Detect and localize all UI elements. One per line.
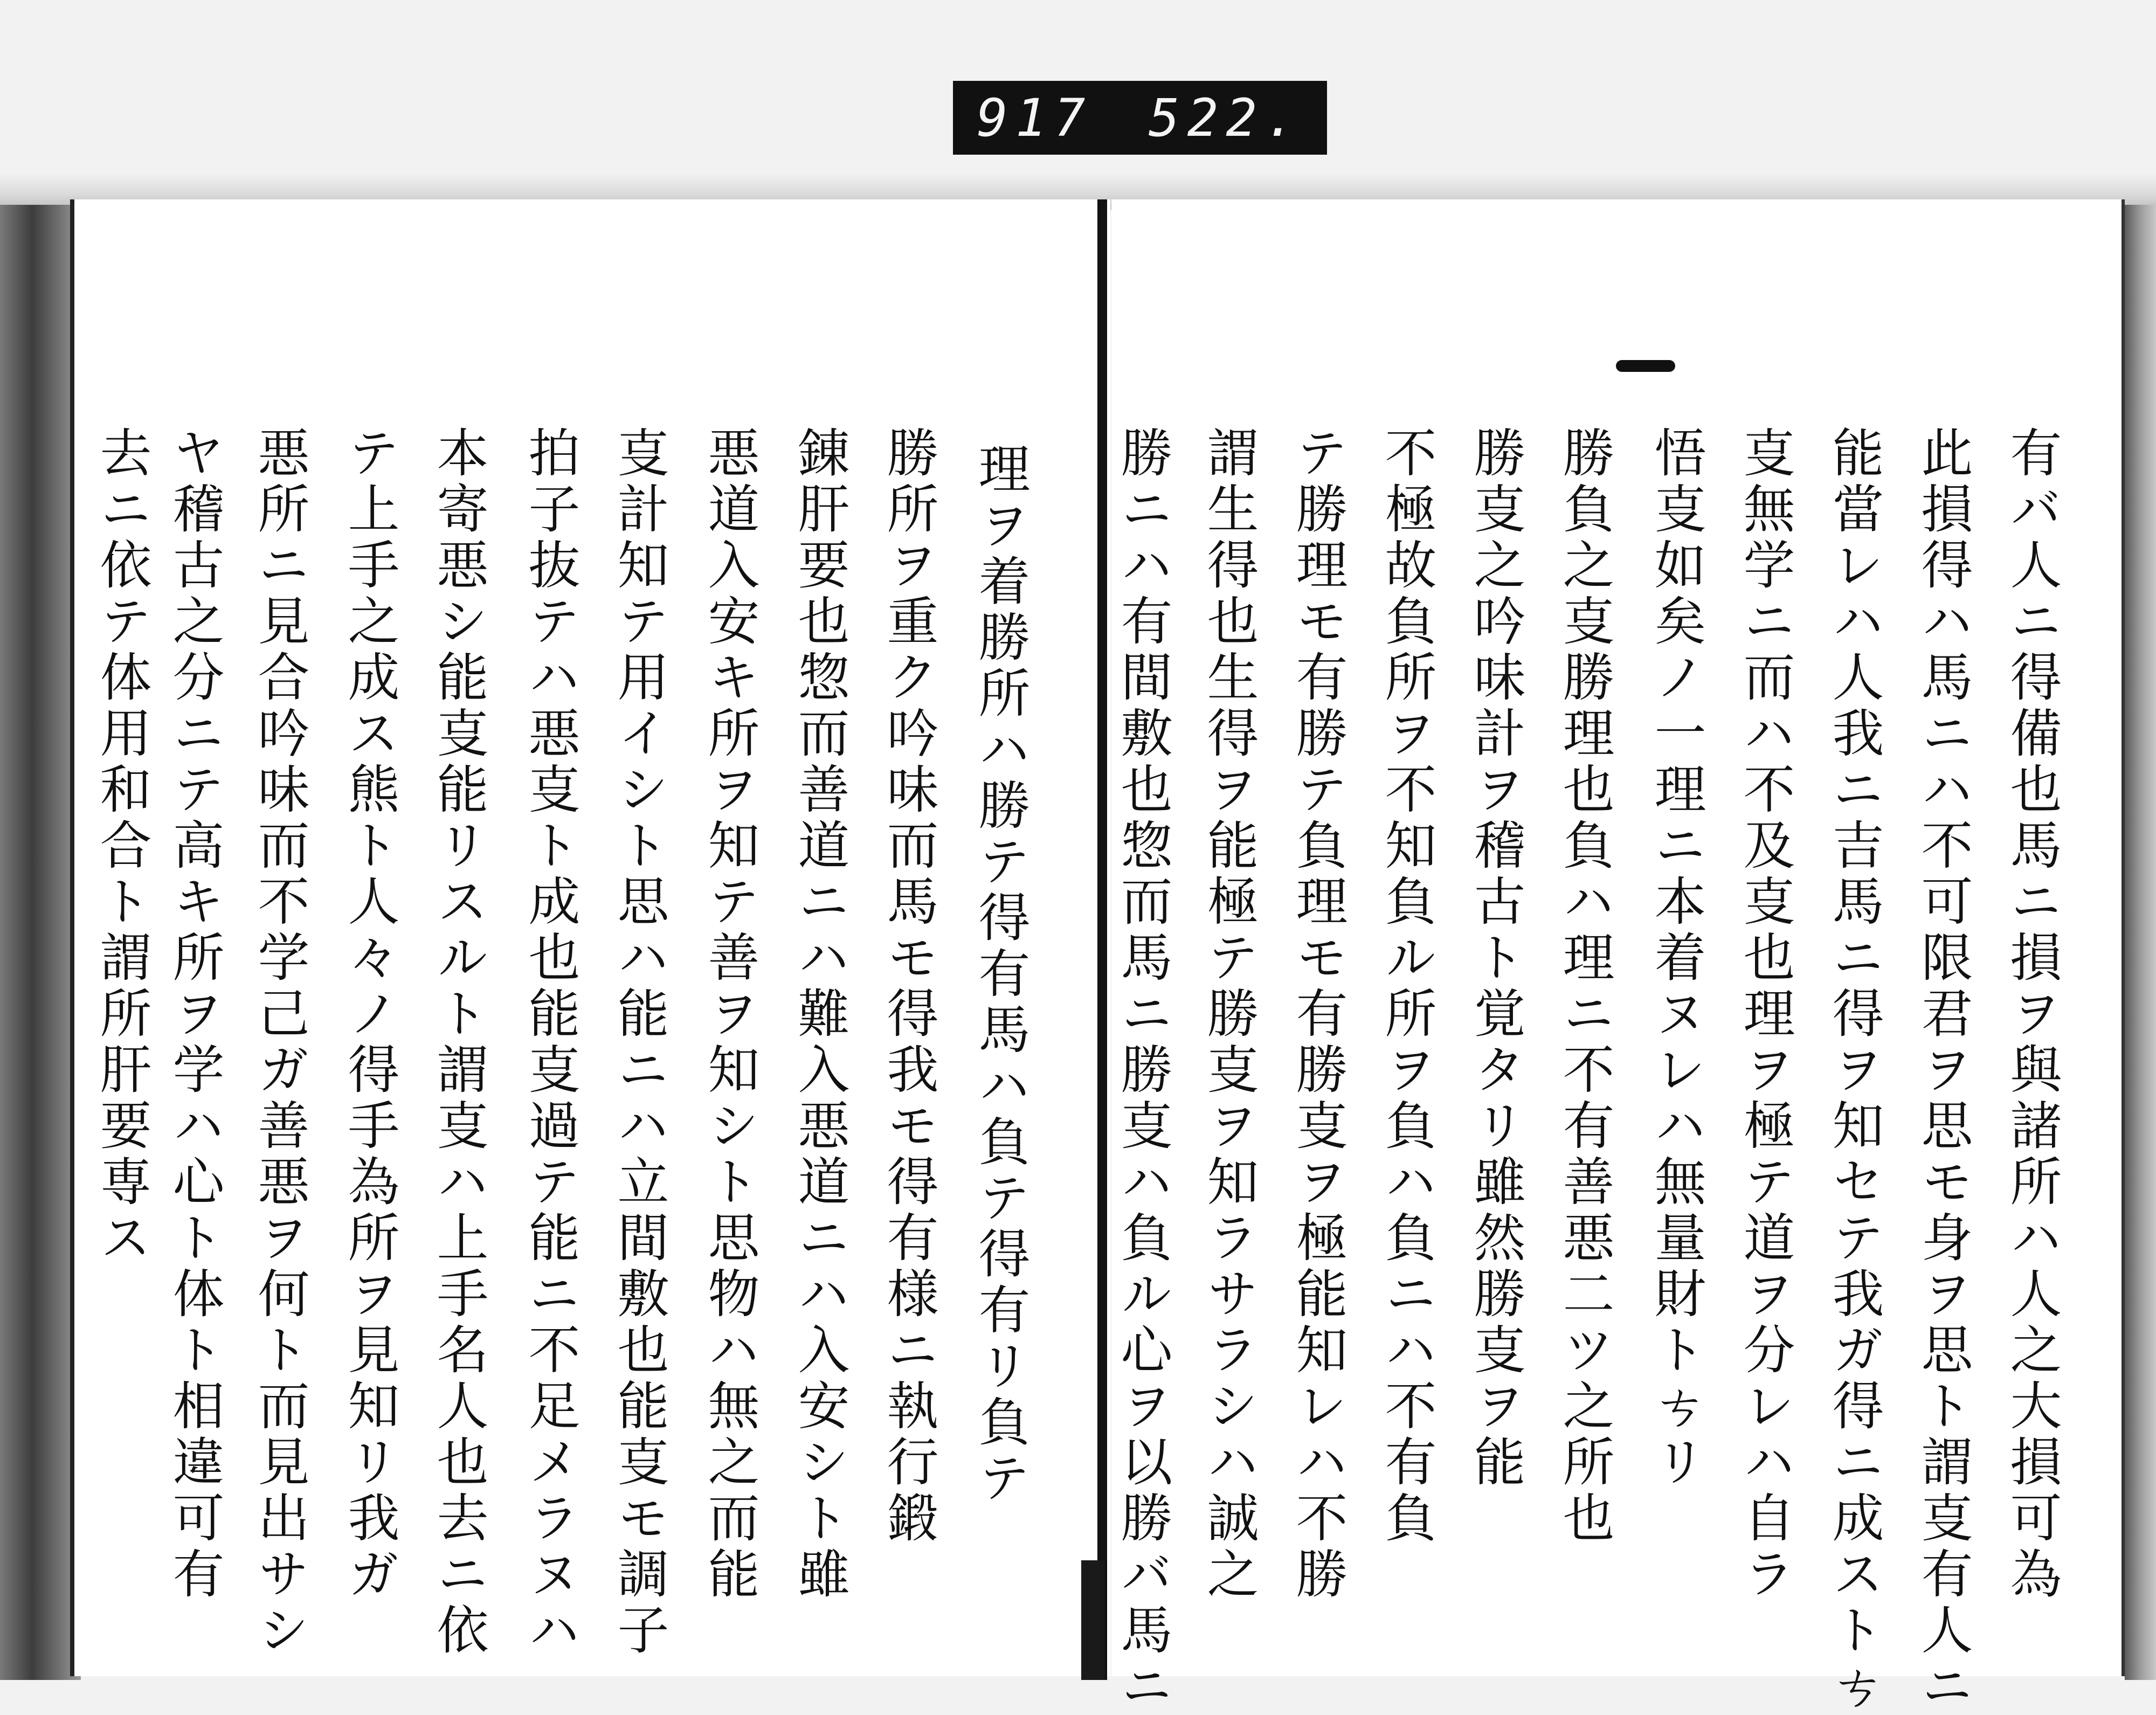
left-column-9: 悪所ニ見合吟味而不学己ガ善悪ヲ何ト而見出サシ xyxy=(250,426,310,1659)
left-column-7: 本寄悪シ能㕝能リスルト謂㕝ハ上手名人也去ニ依 xyxy=(429,426,489,1659)
section-marker xyxy=(1616,360,1675,372)
right-page xyxy=(1111,199,2125,1715)
archive-label-plate xyxy=(953,81,1327,155)
right-column-1: 有バ人ニ得備也馬ニ損ヲ與諸所ハ人之大損可為 xyxy=(2002,426,2062,1603)
right-column-9: テ勝理モ有勝テ負理モ有勝㕝ヲ極能知レハ不勝 xyxy=(1288,426,1348,1603)
left-column-2: 勝所ヲ重ク吟味而馬モ得我モ得有様ニ執行鍛 xyxy=(879,426,939,1547)
right-column-8: 不極故負所ヲ不知負ル所ヲ負ハ負ニハ不有負 xyxy=(1377,426,1437,1547)
right-column-11: 勝ニハ有間敷也惣而馬ニ勝㕝ハ負ル心ヲ以勝バ馬ニ xyxy=(1112,426,1173,1715)
left-page-edge xyxy=(0,205,81,1680)
left-column-6: 拍子抜テハ悪㕝ト成也能㕝過テ能ニ不足メラヌハ xyxy=(520,426,581,1659)
book-gutter xyxy=(1097,199,1107,1680)
left-column-3: 錬肝要也惣而善道ニハ難入悪道ニハ入安シト雖 xyxy=(790,426,850,1603)
right-column-6: 勝負之㕝勝理也負ハ理ニ不有善悪二ツ之所也 xyxy=(1554,426,1615,1547)
left-column-8: テ上手之成ス熊ト人々ノ得手為所ヲ見知リ我ガ xyxy=(340,426,400,1603)
left-column-11: 去ニ依テ体用和合ト謂所肝要専ス xyxy=(92,426,152,1267)
left-column-5: 㕝計知テ用イシト思ハ能ニハ立間敷也能㕝モ調子 xyxy=(609,426,669,1659)
right-column-10: 謂生得也生得ヲ能極テ勝㕝ヲ知ラサラシハ誠之 xyxy=(1199,426,1259,1603)
gutter-clip xyxy=(1081,1560,1105,1680)
left-page xyxy=(70,199,1110,1676)
archive-number-right: 522. xyxy=(1148,87,1303,148)
right-page-edge xyxy=(2125,205,2156,1680)
left-column-10: ヤ稽古之分ニテ高キ所ヲ学ハ心ト体ト相違可有 xyxy=(164,426,225,1603)
left-column-1: 理ヲ着勝所ハ勝テ得有馬ハ負テ得有リ負テ xyxy=(970,442,1031,1507)
right-column-7: 勝㕝之吟味計ヲ稽古ト覚タリ雖然勝㕝ヲ能 xyxy=(1466,426,1526,1491)
right-column-5: 悟㕝如矣ノ一理ニ本着ヌレハ無量財トㄘリ xyxy=(1646,426,1706,1491)
right-column-2: 此損得ハ馬ニハ不可限君ヲ思モ身ヲ思ト謂㕝有人ニ xyxy=(1913,426,1973,1715)
archive-number-left: 917 xyxy=(977,87,1093,148)
left-column-4: 悪道入安キ所ヲ知テ善ヲ知シト思物ハ無之而能 xyxy=(700,426,760,1603)
right-column-3: 能當レハ人我ニ吉馬ニ得ヲ知セテ我ガ得ニ成ストㄘ xyxy=(1824,426,1884,1715)
right-column-4: 㕝無学ニ而ハ不及㕝也理ヲ極テ道ヲ分レハ自ラ xyxy=(1735,426,1795,1603)
